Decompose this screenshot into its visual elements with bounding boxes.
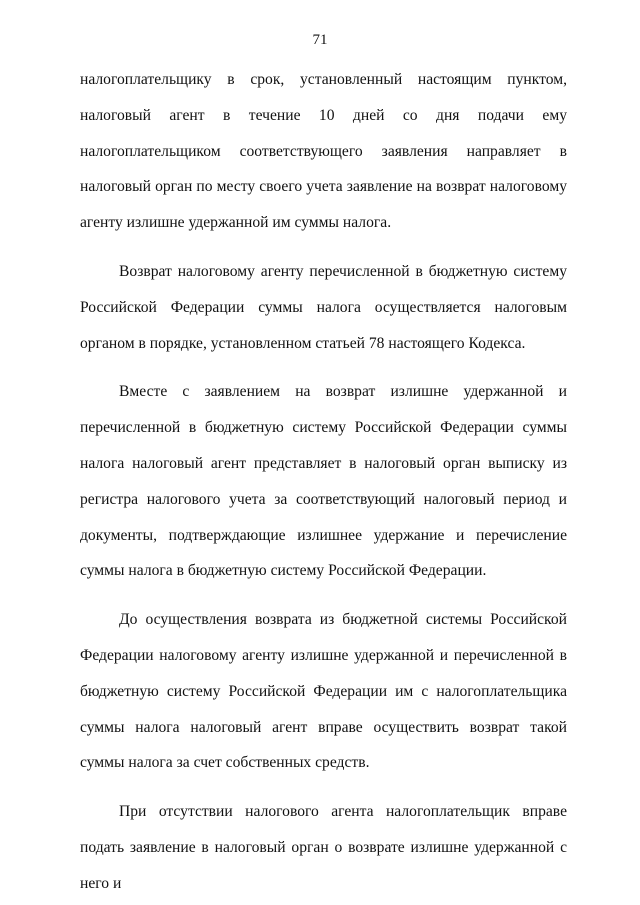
- page-number: 71: [312, 32, 328, 48]
- paragraph-no-agent: При отсутствии налогового агента налогоплательщик вправе подать заявление в налоговый орган о возврате излишне удержанной с него и: [80, 803, 567, 892]
- paragraph-refund-procedure: Возврат налоговому агенту перечисленной в бюджетную систему Российской Федерации суммы налога осуществляется налоговым органом в порядке, установленном статьей 78 настоящего Кодекса.: [80, 262, 567, 352]
- paragraph-continuation: налогоплательщику в срок, установленный настоящим пунктом, налоговый агент в течение 10 дней со дня подачи ему налогоплательщиком соответствующего заявления направляет в налоговый орган по месту своего учета заявление на возврат налоговому агенту излишне удержанной им суммы налога.: [80, 71, 567, 232]
- paragraph-documents-submission: Вместе с заявлением на возврат излишне удержанной и перечисленной в бюджетную систему Российской Федерации суммы налога налоговый агент представляет в налоговый орган выписку из регистра налогового учета за соответствующий налоговый период и документы, подтверждающие излишнее удержание и перечисление суммы налога в бюджетную систему Российской Федерации.: [80, 383, 567, 580]
- document-body: [80, 62, 567, 902]
- paragraph-agent-own-funds: До осуществления возврата из бюджетной системы Российской Федерации налоговому агенту излишне удержанной и перечисленной в бюджетную систему Российской Федерации им с налогоплательщика суммы налога налоговый агент вправе осуществить возврат такой суммы налога за счет собственных средств.: [80, 611, 567, 772]
